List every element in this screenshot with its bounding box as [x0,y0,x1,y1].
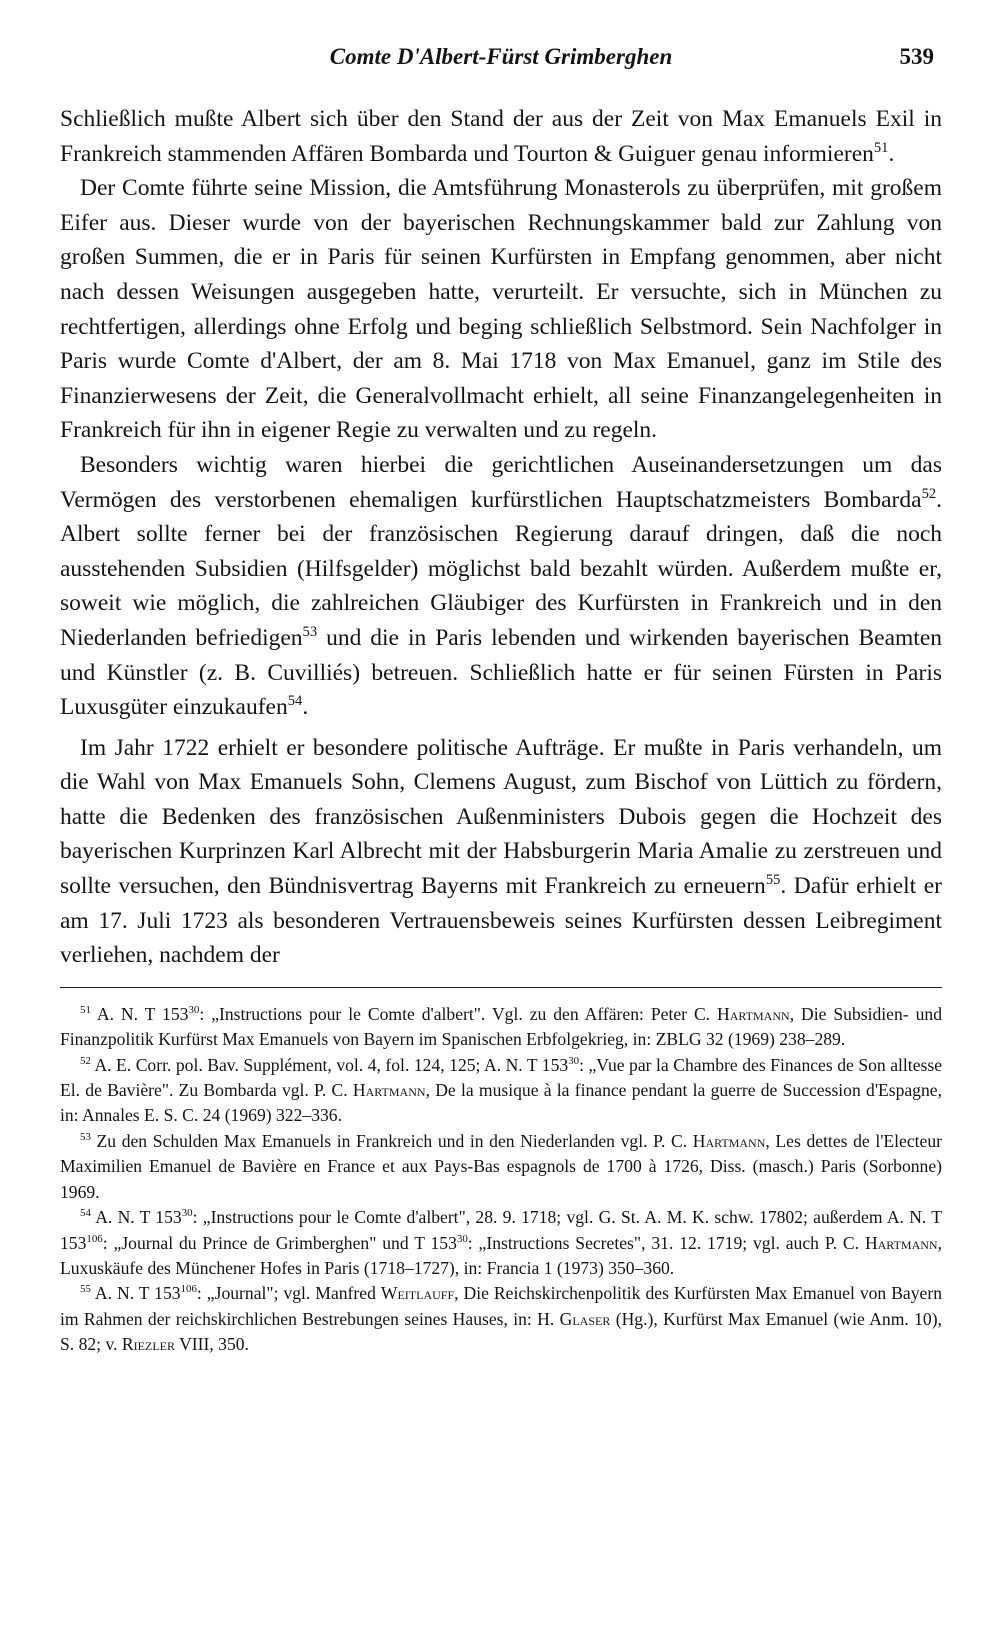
footnote-52: $^{52}$ A. E. Corr. pol. Bav. Supplément, vol. 4, fol. 124, 125; A. N. T $153^{30}$: „Vue par la Chambre des Finances de Son alltesse El. de Bavière". Zu Bombarda vgl. P. C. Hartmann, De la musique à la finance pendant la guerre de Succession d'Espagne, in: Annales E. S. C. 24 (1969) 322–336. [60,1054,943,1126]
paragraph-3: Besonders wichtig waren hierbei die gerichtlichen Auseinandersetzungen um das Vermögen des verstorbenen ehemaligen kurfürstlichen Hauptschatzmeisters Bombarda$^{52}$. Albert sollte ferner bei der französischen Regierung darauf dringen, daß die noch ausstehenden Subsidien (Hilfsgelder) möglichst bald bezahlt würden. Außerdem mußte er, soweit wie möglich, die zahlreichen Gläubiger des Kurfürsten in Frankreich und in den Niederlanden befriedigen$^{53}$ und die in Paris lebenden und wirkenden bayerischen Beamten und Künstler (z. B. Cuvilliés) betreuen. Schließlich hatte er für seinen Fürsten in Paris Luxusgüter einzukaufen$^{54}$. [60,451,942,721]
footnote-53: $^{53}$ Zu den Schulden Max Emanuels in Frankreich und in den Niederlanden vgl. P. C. Hartmann, Les dettes de l'Electeur Maximilien Emanuel de Bavière en France et aux Pays-Bas espagnols de 1700 à 1726, Diss. (masch.) Paris (Sorbonne) 1969. [60,1130,943,1202]
running-title: Comte D'Albert-Fürst Grimberghen [329,44,673,69]
author-name: Hartmann [692,1130,766,1151]
footnote-number: 54 [80,1207,91,1220]
author-name: Hartmann [352,1080,426,1101]
footnote-ref-55: 55 [765,872,781,889]
footnote-number: 53 [80,1131,91,1144]
author-name: Glaser [559,1308,611,1329]
footnote-ref-54: 54 [287,693,303,710]
author-name: Riezler [121,1334,175,1355]
footnote-ref-52: 52 [921,485,937,502]
footnote-ref-53: 53 [302,624,318,641]
author-name: Weitlauff [380,1283,455,1304]
author-name: Hartmann [864,1232,938,1253]
footnote-number: 51 [80,1003,91,1016]
footnote-number: 55 [80,1283,91,1296]
footnote-separator [60,987,942,988]
page-number: 539 [899,44,934,69]
author-name: Hartmann [717,1003,790,1024]
body-text [60,102,942,973]
paragraph-1: Schließlich mußte Albert sich über den Stand der aus der Zeit von Max Emanuels Exil in Frankreich stammenden Affären Bombarda und Tourton & Guiguer genau informieren$^{51}$. [60,106,942,167]
footnote-54: $^{54}$ A. N. T $153^{30}$: „Instructions pour le Comte d'albert", 28. 9. 1718; vgl. G. St. A. M. K. schw. 17802; außerdem A. N. T $153^{106}$: „Journal du Prince de Grimberghen" und T $153^{30}$: „Instructions Secretes", 31. 12. 1719; vgl. auch P. C. Hartmann, Luxuskäufe des Münchener Hofes in Paris (1718–1727), in: Francia 1 (1973) 350–360. [60,1207,942,1278]
paragraph-2: Der Comte führte seine Mission, die Amtsführung Monasterols zu überprüfen, mit großem Eifer aus. Dieser wurde von der bayerischen Rechnungskammer bald zur Zahlung von großen Summen, die er in Paris für seinen Kurfürsten in Empfang genommen, aber nicht nach dessen Weisungen ausgegeben hatte, verurteilt. Er versuchte, sich in München zu rechtfertigen, allerdings ohne Erfolg und beging schließlich Selbstmord. Sein Nachfolger in Paris wurde Comte d'Albert, der am 8. Mai 1718 von Max Emanuel, ganz im Stile des Finanzierwesens der Zeit, die Generalvollmacht erhielt, all seine Finanzangelegenheiten in Frankreich für ihn in eigener Regie zu verwalten und zu regeln. [60,175,942,444]
footnote-55: $^{55}$ A. N. T $153^{106}$: „Journal"; vgl. Manfred Weitlauff, Die Reichskirchenpolitik des Kurfürsten Max Emanuel von Bayern im Rahmen der reichskirchlichen Bestrebungen seines Hauses, in: H. Glaser (Hg.), Kurfürst Max Emanuel (wie Anm. 10), S. 82; v. Riezler VIII, 350. [60,1283,942,1355]
footnote-ref-51: 51 [873,139,889,156]
running-head [60,44,942,74]
paragraph-4: Im Jahr 1722 erhielt er besondere politische Aufträge. Er mußte in Paris verhandeln, um die Wahl von Max Emanuels Sohn, Clemens August, zum Bischof von Lüttich zu fördern, hatte die Bedenken des französischen Außenministers Dubois gegen die Hochzeit des bayerischen Kurprinzen Karl Albrecht mit der Habsburgerin Maria Amalie zu zerstreuen und sollte versuchen, den Bündnisvertrag Bayerns mit Frankreich zu erneuern$^{55}$. Dafür erhielt er am 17. Juli 1723 als besonderen Vertrauensbeweis seines Kurfürsten dessen Leibregiment verliehen, nachdem der [60,734,942,969]
footnotes [60,1002,942,1358]
footnote-51: $^{51}$ A. N. T $153^{30}$: „Instructions pour le Comte d'albert". Vgl. zu den Affären: Peter C. Hartmann, Die Subsidien- und Finanzpolitik Kurfürst Max Emanuels von Bayern im Spanischen Erbfolgekrieg, in: ZBLG 32 (1969) 238–289. [60,1003,942,1050]
footnote-number: 52 [80,1054,91,1067]
